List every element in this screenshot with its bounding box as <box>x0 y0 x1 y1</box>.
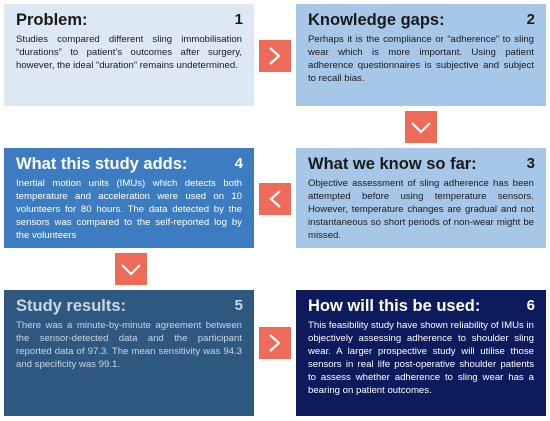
arrow-1-to-2 <box>259 40 291 72</box>
box-title: What we know so far: <box>308 155 477 173</box>
chevron-down-icon <box>115 253 147 285</box>
step-number: 4 <box>234 155 243 172</box>
arrow-4-to-5 <box>115 253 147 285</box>
box-text: This feasibility study have shown reliability of IMUs in objectively assessing adherence to shoulder sling wear. A larger prospective study will utilise those sensors in real life post-operative shoulder patients to assess whether adherence to sling wear has a bearing on patient outcomes. <box>308 320 534 397</box>
box-title: How will this be used: <box>308 297 481 315</box>
box-title: Knowledge gaps: <box>308 11 445 29</box>
box-title: Problem: <box>16 11 88 29</box>
box-knowledge-gaps <box>296 4 546 106</box>
box-how-used <box>296 290 546 416</box>
box-problem <box>4 4 254 106</box>
box-text: Studies compared different sling immobilisation “durations” to patient’s outcomes after surgery, however, the ideal “duration” remains undetermined. <box>16 34 242 72</box>
box-text: There was a minute-by-minute agreement between the sensor-detected data and the participant reported data of 97.3. The mean sensitivity was 94.3 and specificity was 99.1. <box>16 320 242 371</box>
box-text: Inertial motion units (IMUs) which detects both temperature and acceleration were used on 10 volunteers for 80 hours. The data detected by the sensors was compared to the self-reported log by the volunteers <box>16 178 242 242</box>
step-number: 3 <box>526 155 535 172</box>
step-number: 2 <box>526 11 535 28</box>
step-number: 6 <box>526 297 535 314</box>
box-what-this-adds <box>4 148 254 248</box>
arrow-5-to-6 <box>259 327 291 359</box>
box-study-results <box>4 290 254 416</box>
step-number: 1 <box>234 11 243 28</box>
step-number: 5 <box>234 297 243 314</box>
box-text: Perhaps it is the compliance or “adherence” to sling wear which is more important. Using patient adherence questionnaires is subjective and subject to recall bias. <box>308 34 534 85</box>
box-title: Study results: <box>16 297 127 315</box>
box-title: What this study adds: <box>16 155 188 173</box>
chevron-right-icon <box>259 327 291 359</box>
arrow-2-to-3 <box>405 111 437 143</box>
chevron-left-icon <box>259 183 291 215</box>
box-text: Objective assessment of sling adherence has been attempted before using temperature sensors. However, temperature changes are gradual and not instantaneous so short periods of non-wear might be missed. <box>308 178 534 242</box>
box-what-we-know <box>296 148 546 248</box>
arrow-3-to-4 <box>259 183 291 215</box>
chevron-right-icon <box>259 40 291 72</box>
chevron-down-icon <box>405 111 437 143</box>
